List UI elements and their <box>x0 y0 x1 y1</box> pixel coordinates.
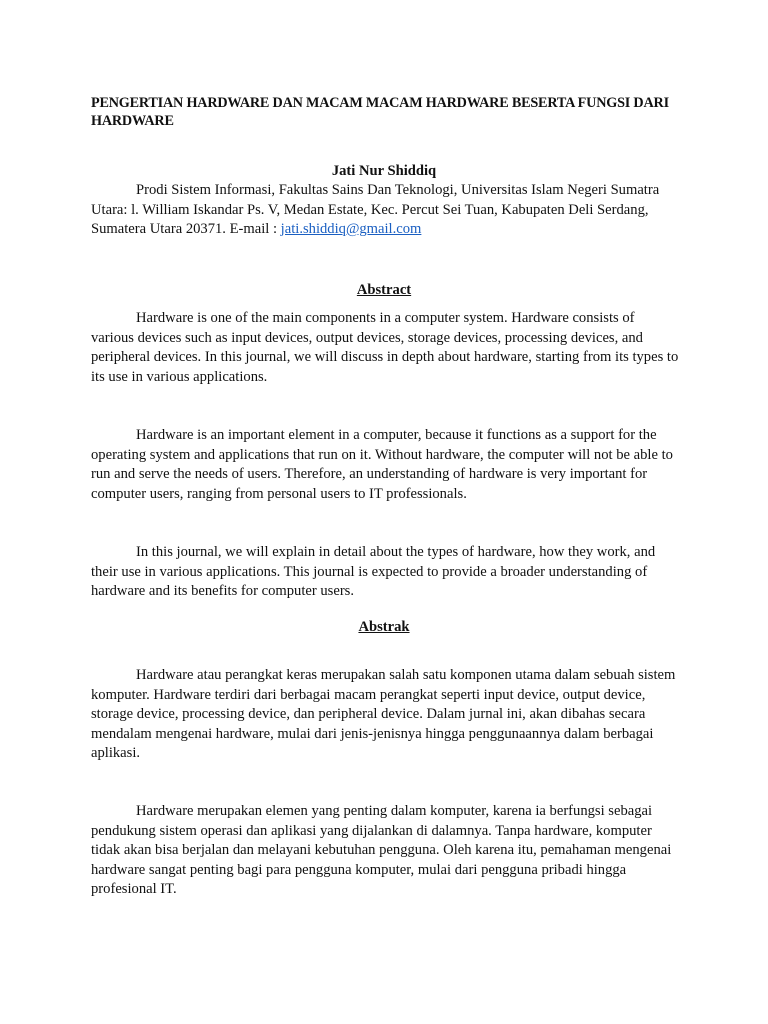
abstract-paragraph-1-block <box>91 309 681 387</box>
abstract-paragraph-3: In this journal, we will explain in detail about the types of hardware, how they work, and their use in various applications. This journal is expected to provide a broader understanding of hardware and its benefits for computer users. <box>91 544 656 599</box>
paper-title: PENGERTIAN HARDWARE DAN MACAM MACAM HARDWARE BESERTA FUNGSI DARI HARDWARE <box>91 95 669 129</box>
abstract-paragraph-2-block <box>91 426 681 504</box>
abstrak-paragraph-2-block <box>91 802 681 900</box>
abstrak-heading: Abstrak <box>358 619 410 635</box>
abstrak-paragraph-1: Hardware atau perangkat keras merupakan salah satu komponen utama dalam sebuah sistem komputer. Hardware terdiri dari berbagai macam perangkat seperti input device, output device, storage device, processing device, dan peripheral device. Dalam jurnal ini, akan dibahas secara mendalam mengenai hardware, mulai dari jenis-jenisnya hingga penggunaannya dalam berbagai aplikasi. <box>91 667 676 761</box>
abstract-heading: Abstract <box>356 282 412 298</box>
abstract-paragraph-3-block <box>91 543 681 602</box>
abstract-paragraph-1: Hardware is one of the main components in a computer system. Hardware consists of various devices such as input devices, output devices, storage devices, processing devices, and peripheral devices. In this journal, we will discuss in depth about hardware, starting from its types to its use in various applications. <box>91 310 679 385</box>
affiliation-block <box>91 181 681 240</box>
affiliation-text: Prodi Sistem Informasi, Fakultas Sains Dan Teknologi, Universitas Islam Negeri Sumatra Utara: l. William Iskandar Ps. V, Medan Estate, Kec. Percut Sei Tuan, Kabupaten Deli Serdang, Sumatera Utara 20371. E-mail : <box>91 182 660 237</box>
abstrak-paragraph-1-block <box>91 666 681 764</box>
abstrak-paragraph-2: Hardware merupakan elemen yang penting dalam komputer, karena ia berfungsi sebagai pendukung sistem operasi dan aplikasi yang dijalankan di dalamnya. Tanpa hardware, komputer tidak akan bisa berjalan dan melayani kebutuhan pengguna. Oleh karena itu, pemahaman mengenai hardware sangat penting bagi para pengguna komputer, mulai dari pengguna pribadi hingga profesional IT. <box>91 803 672 897</box>
abstract-paragraph-2: Hardware is an important element in a computer, because it functions as a support for the operating system and applications that run on it. Without hardware, the computer will not be able to run and serve the needs of users. Therefore, an understanding of hardware is very important for computer users, ranging from personal users to IT professionals. <box>91 427 673 502</box>
email-link[interactable]: jati.shiddiq@gmail.com <box>280 221 422 237</box>
author-name: Jati Nur Shiddiq <box>331 163 437 179</box>
